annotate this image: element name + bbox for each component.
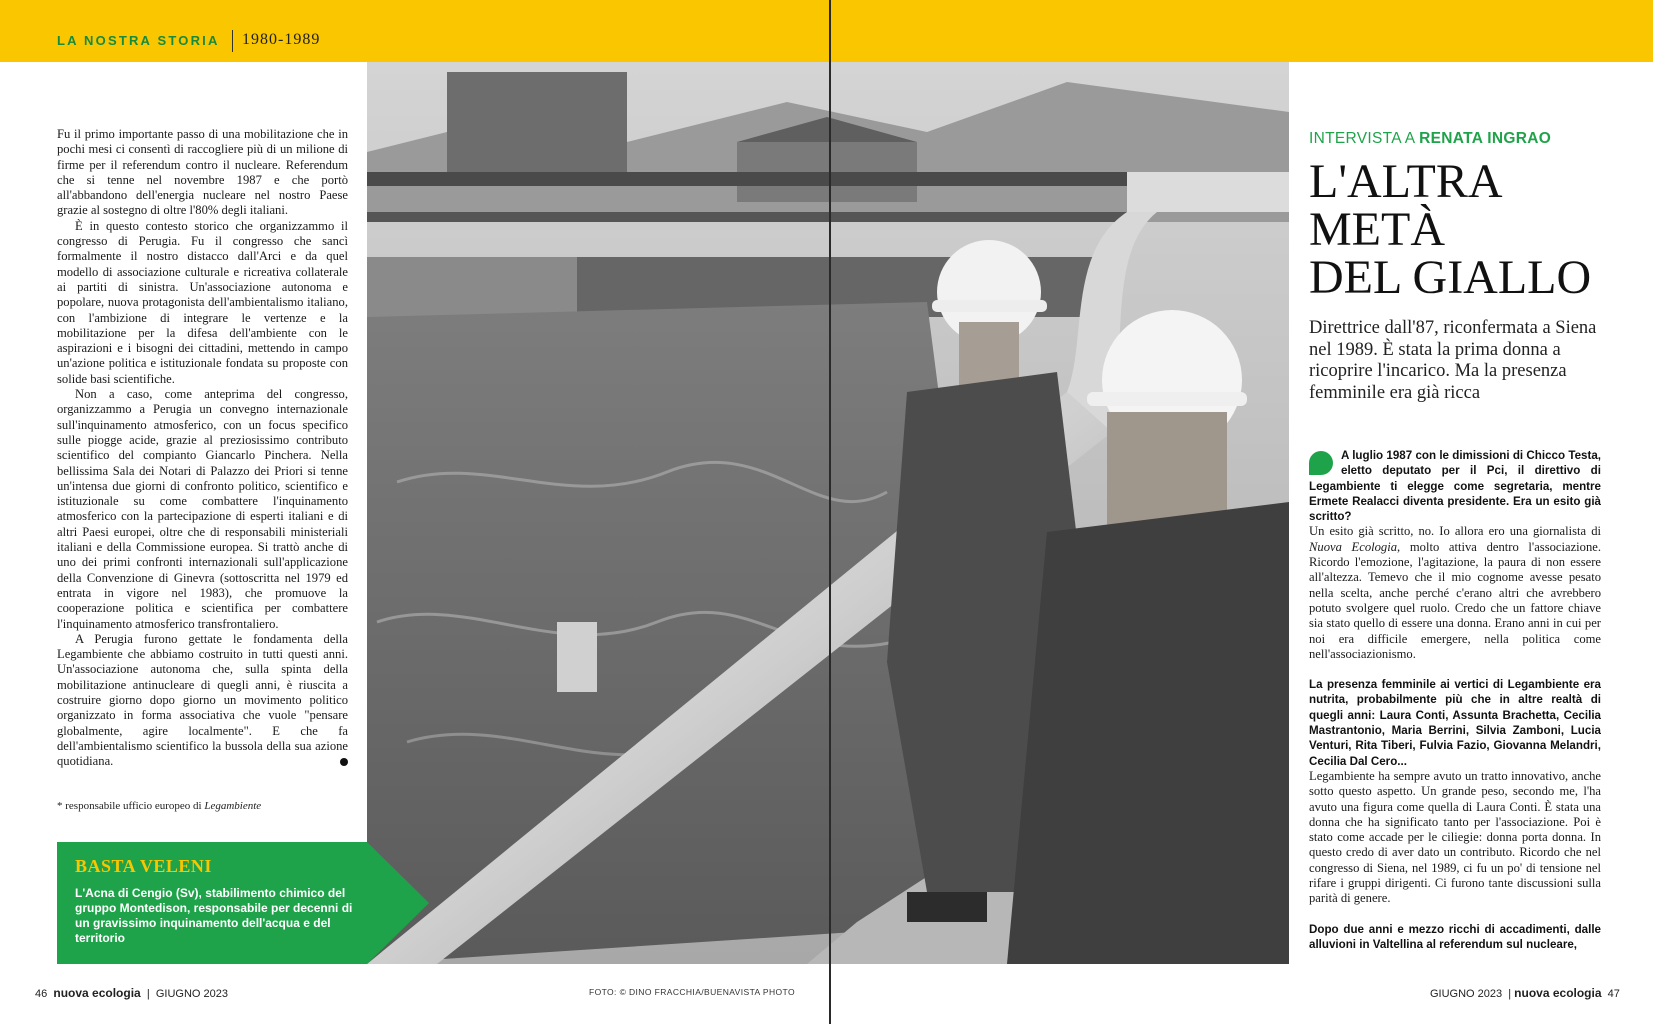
header-divider (232, 30, 233, 52)
magazine-name: Nuova Ecologia (1309, 539, 1398, 554)
article-headline (1309, 155, 1592, 304)
paragraph (57, 632, 348, 770)
footer-left: 46 nuova ecologia | GIUGNO 2023 (35, 986, 228, 1000)
interview-kicker (1309, 130, 1551, 148)
page-number: 46 (35, 988, 48, 1000)
speech-bubble-icon (1309, 451, 1333, 475)
issue-date: GIUGNO 2023 (155, 988, 228, 1000)
article-standfirst: Direttrice dall'87, riconfermata a Siena nel 1989. È stata la prima donna a ricoprire l'incarico. Ma la presenza femminile era già ricca (1309, 318, 1597, 403)
left-body-text (57, 127, 348, 769)
end-mark-icon (340, 758, 348, 766)
question-text: A luglio 1987 con le dimissioni di Chicco Testa, eletto deputato per il Pci, il direttivo di Legambiente ti elegge come segretaria, mentre Ermete Realacci diventa presidente. Era un esito già scritto? (1309, 449, 1601, 524)
footer-right: GIUGNO 2023 | nuova ecologia 47 (1430, 986, 1620, 1000)
headline-line: L'ALTRA (1309, 155, 1503, 208)
author-footnote (57, 800, 261, 812)
paragraph: È in questo contesto storico che organizzammo il congresso di Perugia. Fu il congresso che sancì formalmente il nostro distacco dall'Arci e da quel modello di associazione culturale e ricreativa collaterale ai partiti di sinistra. Un'associazione autonoma e popolare, nuova protagonista dell'ambientalismo italiano, con l'ambizione di integrare le vertenze e la mobilitazione per la difesa dell'ambiente con le aspirazioni e i bisogni dei cittadini, mettendo in campo un'azione politica e istituzionale fondata su proposte con solide basi scientifiche. (57, 218, 348, 386)
paragraph-text: A Perugia furono gettate le fondamenta della Legambiente che abbiamo costruito in tutti questi anni. Un'associazione autonoma che, sulla spinta della mobilitazione antinucleare di quegli anni, è riuscita a costruire giorno dopo giorno un movimento politico organizzato in forma associativa che vuole "pensare globalmente, agire localmente". E che fa dell'ambientalismo scientifico la bussola della sua azione quotidiana. (57, 631, 348, 769)
footnote-org: Legambiente (204, 800, 262, 812)
kicker-prefix: INTERVISTA A (1309, 130, 1420, 147)
kicker-name: RENATA INGRAO (1419, 130, 1552, 147)
answer (1309, 524, 1601, 662)
page-gutter (829, 0, 831, 1024)
headline-line: METÀ (1309, 203, 1445, 256)
interview-body (1309, 448, 1601, 952)
section-label: LA NOSTRA STORIA (57, 33, 220, 48)
caption-text: L'Acna di Cengio (Sv), stabilimento chimico del gruppo Montedison, responsabile per decenni di un gravissimo inquinamento dell'acqua e del territorio (75, 886, 353, 945)
issue-date: GIUGNO 2023 (1430, 988, 1503, 1000)
answer-text: , molto attiva dentro l'associazione. Ricordo l'emozione, l'agitazione, la paura di non essere all'altezza. Temevo che il mio cognome avesse pesato nella scelta, anche perché c'erano altri che avrebbero potuto svolgere quel ruolo. Credo che un fattore chiave sia stato quello di essere una donna. Erano anni in cui per noi era difficile emergere, nella politica come nell'associazionismo. (1309, 539, 1601, 661)
caption-title: BASTA VELENI (75, 856, 212, 876)
page-number: 47 (1607, 988, 1620, 1000)
answer: Legambiente ha sempre avuto un tratto innovativo, anche sotto questo aspetto. Un grande peso, secondo me, l'ha avuto una figura come quella di Laura Conti. È stata una donna che ha significato tanto per l'associazione. Poi è stato come accade per le ciliegie: donna porta donna. In questo credo di aver dato un contributo. Ricordo che nel congresso di Siena, nel 1989, ci fu un po' di tensione nel rifare i gruppi dirigenti. Ci furono tante discussioni sulla parità di genere. (1309, 768, 1601, 906)
magazine-name: nuova ecologia (53, 986, 141, 1000)
paragraph: Fu il primo importante passo di una mobilitazione che in pochi mesi ci consentì di raccogliere più di un milione di firme per il referendum contro il nucleare. Referendum che si tenne nel novembre 1987 e che portò all'abbandono dell'energia nucleare nel nostro Paese grazie al sostegno di oltre l'80% degli italiani. (57, 127, 348, 218)
headline-line: DEL GIALLO (1309, 251, 1592, 304)
paragraph: Non a caso, come anteprima del congresso, organizzammo a Perugia un convegno internazionale sull'inquinamento atmosferico, con un focus specifico sulle piogge acide, grazie al preziosissimo contributo scientifico del compianto Giancarlo Pinchera. Nella bellissima Sala dei Notari di Palazzo dei Priori si tenne un'intensa due giorni di confronto politico, scientifico e istituzionale su come combattere l'inquinamento atmosferico con la partecipazione di esperti italiani e di altri Paesi europei, oltre che di responsabili ministeriali italiani e della Commissione europea. Si trattò anche di uno dei primi confronti internazionali sull'applicazione della Convenzione di Ginevra (sottoscritta nel 1979 ed entrata in vigore nel 1983), che promuove la cooperazione politica e scientifica per combattere l'inquinamento atmosferico transfrontaliero. (57, 387, 348, 631)
question: Dopo due anni e mezzo ricchi di accadimenti, dalle alluvioni in Valtellina al referendum sul nucleare, (1309, 922, 1601, 951)
magazine-name: nuova ecologia (1514, 986, 1602, 1000)
photo-caption-box (57, 842, 429, 964)
decade-label: 1980-1989 (242, 31, 321, 48)
answer-text: Un esito già scritto, no. Io allora ero una giornalista di (1309, 524, 1601, 539)
photo-credit: FOTO: © DINO FRACCHIA/BUENAVISTA PHOTO (589, 987, 795, 997)
question (1309, 448, 1601, 524)
question: La presenza femminile ai vertici di Legambiente era nutrita, probabilmente più che in altre realtà di quegli anni: Laura Conti, Assunta Brachetta, Cecilia Mastrantonio, Maria Berrini, Silvia Zamboni, Lucia Venturi, Rita Tiberi, Fulvia Fazio, Giovanna Melandri, Cecilia Dal Cero... (1309, 678, 1601, 768)
photo-chemical-plant (367, 62, 1289, 964)
footnote-text: * responsabile ufficio europeo di (57, 800, 205, 812)
